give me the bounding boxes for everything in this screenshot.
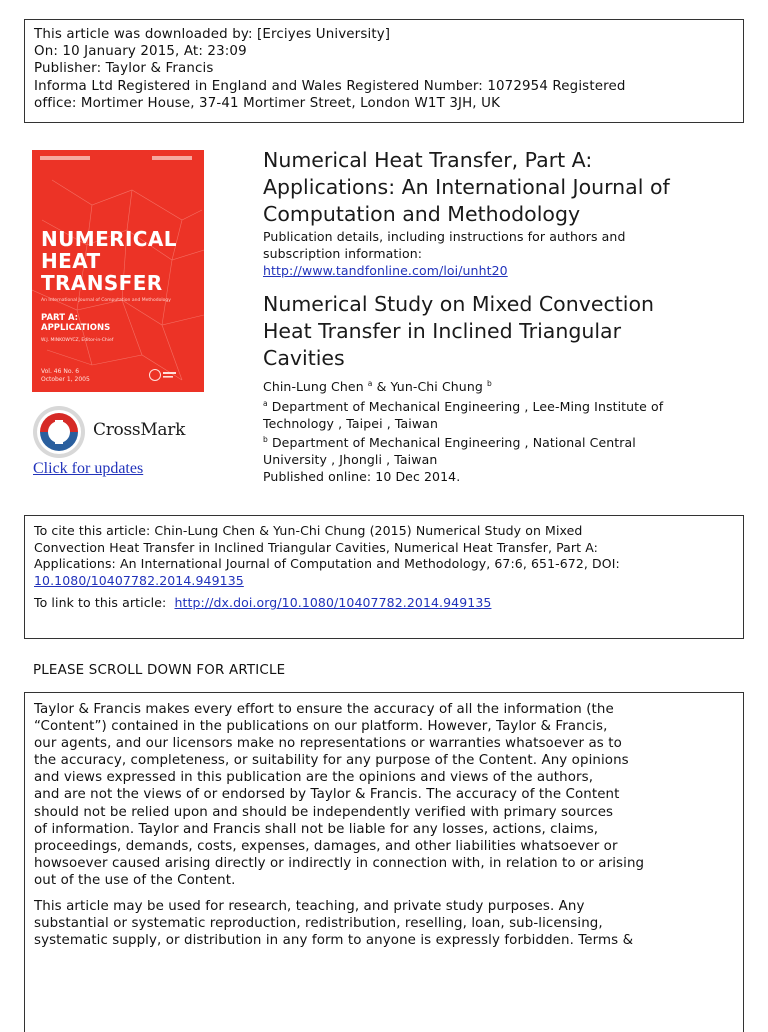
doi-link[interactable]: 10.1080/10407782.2014.949135 — [34, 572, 244, 588]
affiliation-text: Technology , Taipei , Taiwan — [263, 415, 438, 431]
scroll-notice: PLEASE SCROLL DOWN FOR ARTICLE — [33, 663, 286, 678]
published-date: Published online: 10 Dec 2014. — [263, 468, 461, 484]
disclaimer-line: systematic supply, or distribution in any form to anyone is expressly forbidden. Terms & — [34, 933, 634, 949]
click-for-updates-link[interactable]: Click for updates — [33, 460, 144, 477]
disclaimer-line: and views expressed in this publication are the opinions and views of the authors, — [34, 770, 594, 786]
disclaimer-line: howsoever caused arising directly or indirectly in connection with, in relation to or arising — [34, 855, 645, 871]
crossmark-badge[interactable] — [32, 404, 202, 460]
article-title — [263, 291, 654, 372]
disclaimer-line: Taylor & Francis makes every effort to ensure the accuracy of all the information (the — [34, 702, 614, 717]
article-title-line: Heat Transfer in Inclined Triangular — [263, 319, 622, 343]
journal-title — [263, 147, 670, 228]
author-list — [263, 376, 663, 396]
disclaimer-line: should not be relied upon and should be independently verified with primary sources — [34, 804, 614, 820]
author-separator: & — [372, 379, 391, 394]
authors-block — [263, 376, 663, 486]
article-link-row — [34, 595, 734, 612]
cover-title-line: TRANSFER — [41, 271, 163, 295]
disclaimer-line: of information. Taylor and Francis shall not be liable for any losses, actions, claims, — [34, 821, 599, 837]
download-info-box — [24, 19, 744, 123]
affiliation-superscript: b — [263, 435, 268, 445]
affiliation-text: Department of Mechanical Engineering , Lee-Ming Institute of — [267, 398, 664, 414]
crossmark-icon — [32, 404, 88, 460]
cover-part-line: PART A: — [41, 313, 79, 323]
cover-title-line: NUMERICAL — [41, 227, 177, 251]
download-info-line: Informa Ltd Registered in England and Wales Registered Number: 1072954 Registered — [34, 78, 626, 94]
download-info-line: Publisher: Taylor & Francis — [34, 61, 214, 77]
download-info-line: On: 10 January 2015, At: 23:09 — [34, 44, 247, 60]
disclaimer-line: “Content”) contained in the publications on our platform. However, Taylor & Francis, — [34, 719, 608, 735]
author-superscript: a — [367, 379, 373, 388]
cover-title-line: HEAT — [41, 249, 101, 273]
disclaimer-line: out of the use of the Content. — [34, 872, 236, 888]
article-title-line: Numerical Study on Mixed Convection — [263, 292, 654, 316]
download-info-line: office: Mortimer House, 37-41 Mortimer Street, London W1T 3JH, UK — [34, 95, 501, 111]
disclaimer-line: proceedings, demands, costs, expenses, damages, and other liabilities whatsoever or — [34, 838, 618, 854]
cover-editor: W.J. MINKOWYCZ, Editor-in-Chief — [41, 338, 114, 343]
author-superscript: b — [486, 379, 492, 388]
cover-issn-bar — [40, 156, 90, 160]
citation-box — [24, 515, 744, 639]
article-title-line: Cavities — [263, 346, 345, 370]
cover-volume-line: Vol. 46 No. 6 — [41, 368, 80, 375]
disclaimer-line: our agents, and our licensors make no representations or warranties whatsoever as to — [34, 736, 622, 752]
author-name: Yun-Chi Chung — [390, 379, 483, 394]
download-info-line: This article was downloaded by: [Erciyes University] — [34, 27, 391, 42]
publisher-logo-icon — [148, 368, 178, 382]
disclaimer-paragraph-1 — [34, 701, 734, 889]
publication-details-line: Publication details, including instructions for authors and — [263, 229, 626, 244]
disclaimer-line: and are not the views of or endorsed by Taylor & Francis. The accuracy of the Content — [34, 787, 620, 803]
disclaimer-paragraph-2 — [34, 898, 734, 949]
publication-details-line: subscription information: — [263, 245, 423, 261]
article-link-label: To link to this article: — [34, 595, 171, 611]
journal-url-link[interactable]: http://www.tandfonline.com/loi/unht20 — [263, 262, 508, 278]
cover-issn-bar — [152, 156, 192, 160]
crossmark-label: CrossMark — [93, 420, 186, 440]
publication-details — [263, 229, 626, 279]
journal-title-line: Numerical Heat Transfer, Part A: — [263, 148, 593, 172]
cover-part-line: APPLICATIONS — [41, 323, 111, 333]
disclaimer-line: the accuracy, completeness, or suitability for any purpose of the Content. Any opinions — [34, 753, 629, 769]
citation-line: Applications: An International Journal of Computation and Methodology, 67:6, 651-672, DOI: — [34, 556, 620, 572]
citation-line: To cite this article: Chin-Lung Chen & Yun-Chi Chung (2015) Numerical Study on Mixed — [34, 523, 583, 538]
cover-subtitle: An International Journal of Computation and Methodology — [41, 298, 171, 303]
affiliation-superscript: a — [263, 398, 268, 408]
affiliation-text: Department of Mechanical Engineering , National Central — [267, 435, 636, 451]
disclaimer-line: substantial or systematic reproduction, redistribution, reselling, loan, sub-licensing, — [34, 916, 603, 932]
affiliation-text: University , Jhongli , Taiwan — [263, 452, 438, 468]
disclaimer-line: This article may be used for research, teaching, and private study purposes. Any — [34, 899, 585, 915]
author-name: Chin-Lung Chen — [263, 379, 364, 394]
journal-title-line: Applications: An International Journal of — [263, 175, 670, 199]
article-doi-url-link[interactable]: http://dx.doi.org/10.1080/10407782.2014.949135 — [174, 595, 492, 611]
citation-line: Convection Heat Transfer in Inclined Triangular Cavities, Numerical Heat Transfer, Part A: — [34, 539, 598, 555]
affiliation-b — [263, 432, 663, 452]
cover-volume-line: October 1, 2005 — [41, 376, 90, 383]
disclaimer-box — [24, 692, 744, 1032]
journal-title-line: Computation and Methodology — [263, 202, 581, 226]
affiliation-a — [263, 396, 663, 416]
journal-cover-image[interactable] — [32, 150, 204, 392]
